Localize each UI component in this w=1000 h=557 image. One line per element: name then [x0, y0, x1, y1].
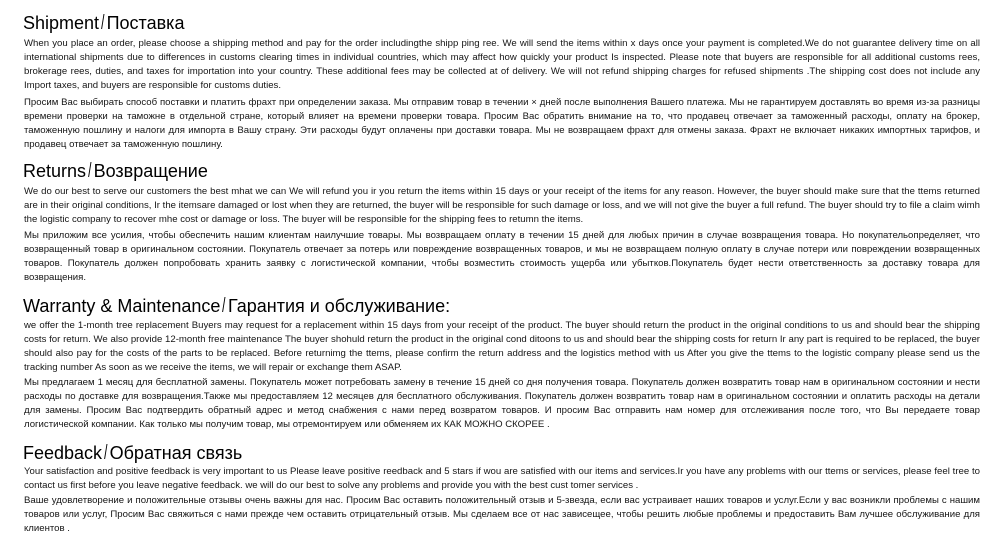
section-heading: Shipment / Поставка: [23, 12, 185, 34]
section-heading: Warranty & Maintenance / Гарантия и обслуживание:: [23, 295, 451, 317]
heading-en: Returns: [23, 161, 87, 181]
paragraph-ru: Мы предлагаем 1 месяц для бесплатной замены. Покупатель может потребовать замену в течение 15 дней со дня получения товара. Покупатель должен возвратить товар нам в оригинальном состоянии и нести расходы по доставке для возвращения.Также мы предоставляем 12 месяцев для бесплатного обслуживания. Покупатель должен возвратить товар нам в оригинальном состоянии и оплатить расходы на детали для замены. Просим Вас подтвердить обратный адрес и метод снабжения с нами перед возвратом товаров. И просим Вас отправить нам номер для отслеживания после того, что Вы передаете товар логистической компании. Как только мы получим товар, мы отремонтируем или обменяем их КАК МОЖНО СКОРЕЕ .: [24, 377, 980, 430]
heading-en: Shipment: [23, 13, 100, 33]
heading-ru: Обратная связь: [109, 443, 243, 463]
heading-ru: Гарантия и обслуживание:: [227, 296, 451, 316]
paragraph-ru: Просим Вас выбирать способ поставки и платить фрахт при определении заказа. Мы отправим товар в течении × дней после выполнения Вашего платежа. Мы не гарантируем доставлять во время из-за разницы времени проверки на таможне в отдельной стране, который влияет на времени проверки товара. Просим Вас обратить внимание на то, что продавец отвечает за таможенный расходы, оплату на брокер, таможенную пошлину и налоги для импорта в Вашу страну. Эти расходы будут оплачены при доставки товара. Мы не возвращаем фрахт для отмены заказа. Фрахт не включает никаких импортных тарифов, и продавец отвечает за таможенную пошлину.: [24, 97, 980, 150]
section-heading: Returns / Возвращение: [23, 160, 208, 182]
heading-ru: Возвращение: [93, 161, 208, 181]
paragraph-en: We do our best to serve our customers the best mhat we can We will refund you ir you return the items within 15 days or your receipt of the items for any reason. However, the buyer should make sure that the ttems returned are in their original conditions, Ir the itemsare damaged or lost when they are returned, the buyer will be responsible for such damage or loss, and we will not give the buyer a full refund. The buyer should try to file a claim wimh the logistic company to recover mhe cost or damage or loss. The buyer will be responsible for the shipping fees to retumn the items.: [24, 186, 980, 225]
paragraph-ru: Ваше удовлетворение и положительные отзывы очень важны для нас. Просим Вас оставить положительный отзыв и 5-звезда, если вас устраивает наших товаров и услуг.Если у вас возникли проблемы с нашим товаров или услуг, Просим Вас свяжиться с нами прежде чем оставить отрицательный отзыв. Мы сделаем все от нас зависещее, чтобы решить любые проблемы и предоставить Вам лучшее обслуживание для клиентов .: [24, 495, 980, 534]
paragraph-en: When you place an order, please choose a shipping method and pay for the order includingthe shipp ping ree. We will send the items within x days once your payment is completed.We do not guarantee delivery time on all international shipments due to differences in customs clearing times in individual countries, which may affect how quickly your product Is inspected. Please note that buyers are responsible for all additional customs rees, brokerage rees, duties, and taxes for importation into your country. These additional fees may be collected at of delivery. We will not refund shipping charges for refused shipments .The shipping cost does not include any Import taxes, and buyers are responsible for customs duties.: [24, 38, 980, 91]
heading-en: Feedback: [23, 443, 103, 463]
heading-en: Warranty & Maintenance: [23, 296, 221, 316]
paragraph-en: we offer the 1-month tree replacement Buyers may request for a replacement within 15 days from your receipt of the product. The buyer should return the product in the original conditions to us and should bear the shipping costs for return. We also provide 12-month free maintenance The buyer shohuld return the product in the original cond ditoons to us and should bear the shipping costs for return Ir any part is required to be replaced, the buyer should also pay for the costs of the parts to be replaced. Before returnimg the ttems, please confirm the return address and the logistics method with us After you give the ttems to the logistic company please send us the tracking number As soon as we receive the items, we will repair or exchange them ASAP.: [24, 320, 980, 373]
paragraph-en: Your satisfaction and positive feedback is very important to us Please leave positive reedback and 5 stars if wou are satisfied with our items and services.Ir you have any problems with our ttems or services, please feel tree to contact us first before you leave negative feedback. we will do our best to solve any problems and provide you with the best cust tomer services .: [24, 466, 980, 491]
section-heading: Feedback / Обратная связь: [23, 442, 243, 464]
paragraph-ru: Мы приложим все усилия, чтобы обеспечить нашим клиентам наилучшие товары. Мы возвращаем оплату в течении 15 дней для любых причин в случае возвращения товара. Но покупательопределяет, что возвращенный товар в оригинальном состоянии. Покупатель отвечает за потерь или повреждение возвращенных товаров, и мы не возвращаем полную оплату в случае потери или повреждении возвращенных товаров. Покупатель должен попробовать хранить заявку с логистической компании, чтобы возместить стоимость ущерба или убытков.Покупатель будет нести ответственность за доставку товара для возвращения.: [24, 230, 980, 283]
heading-ru: Поставка: [106, 13, 185, 33]
